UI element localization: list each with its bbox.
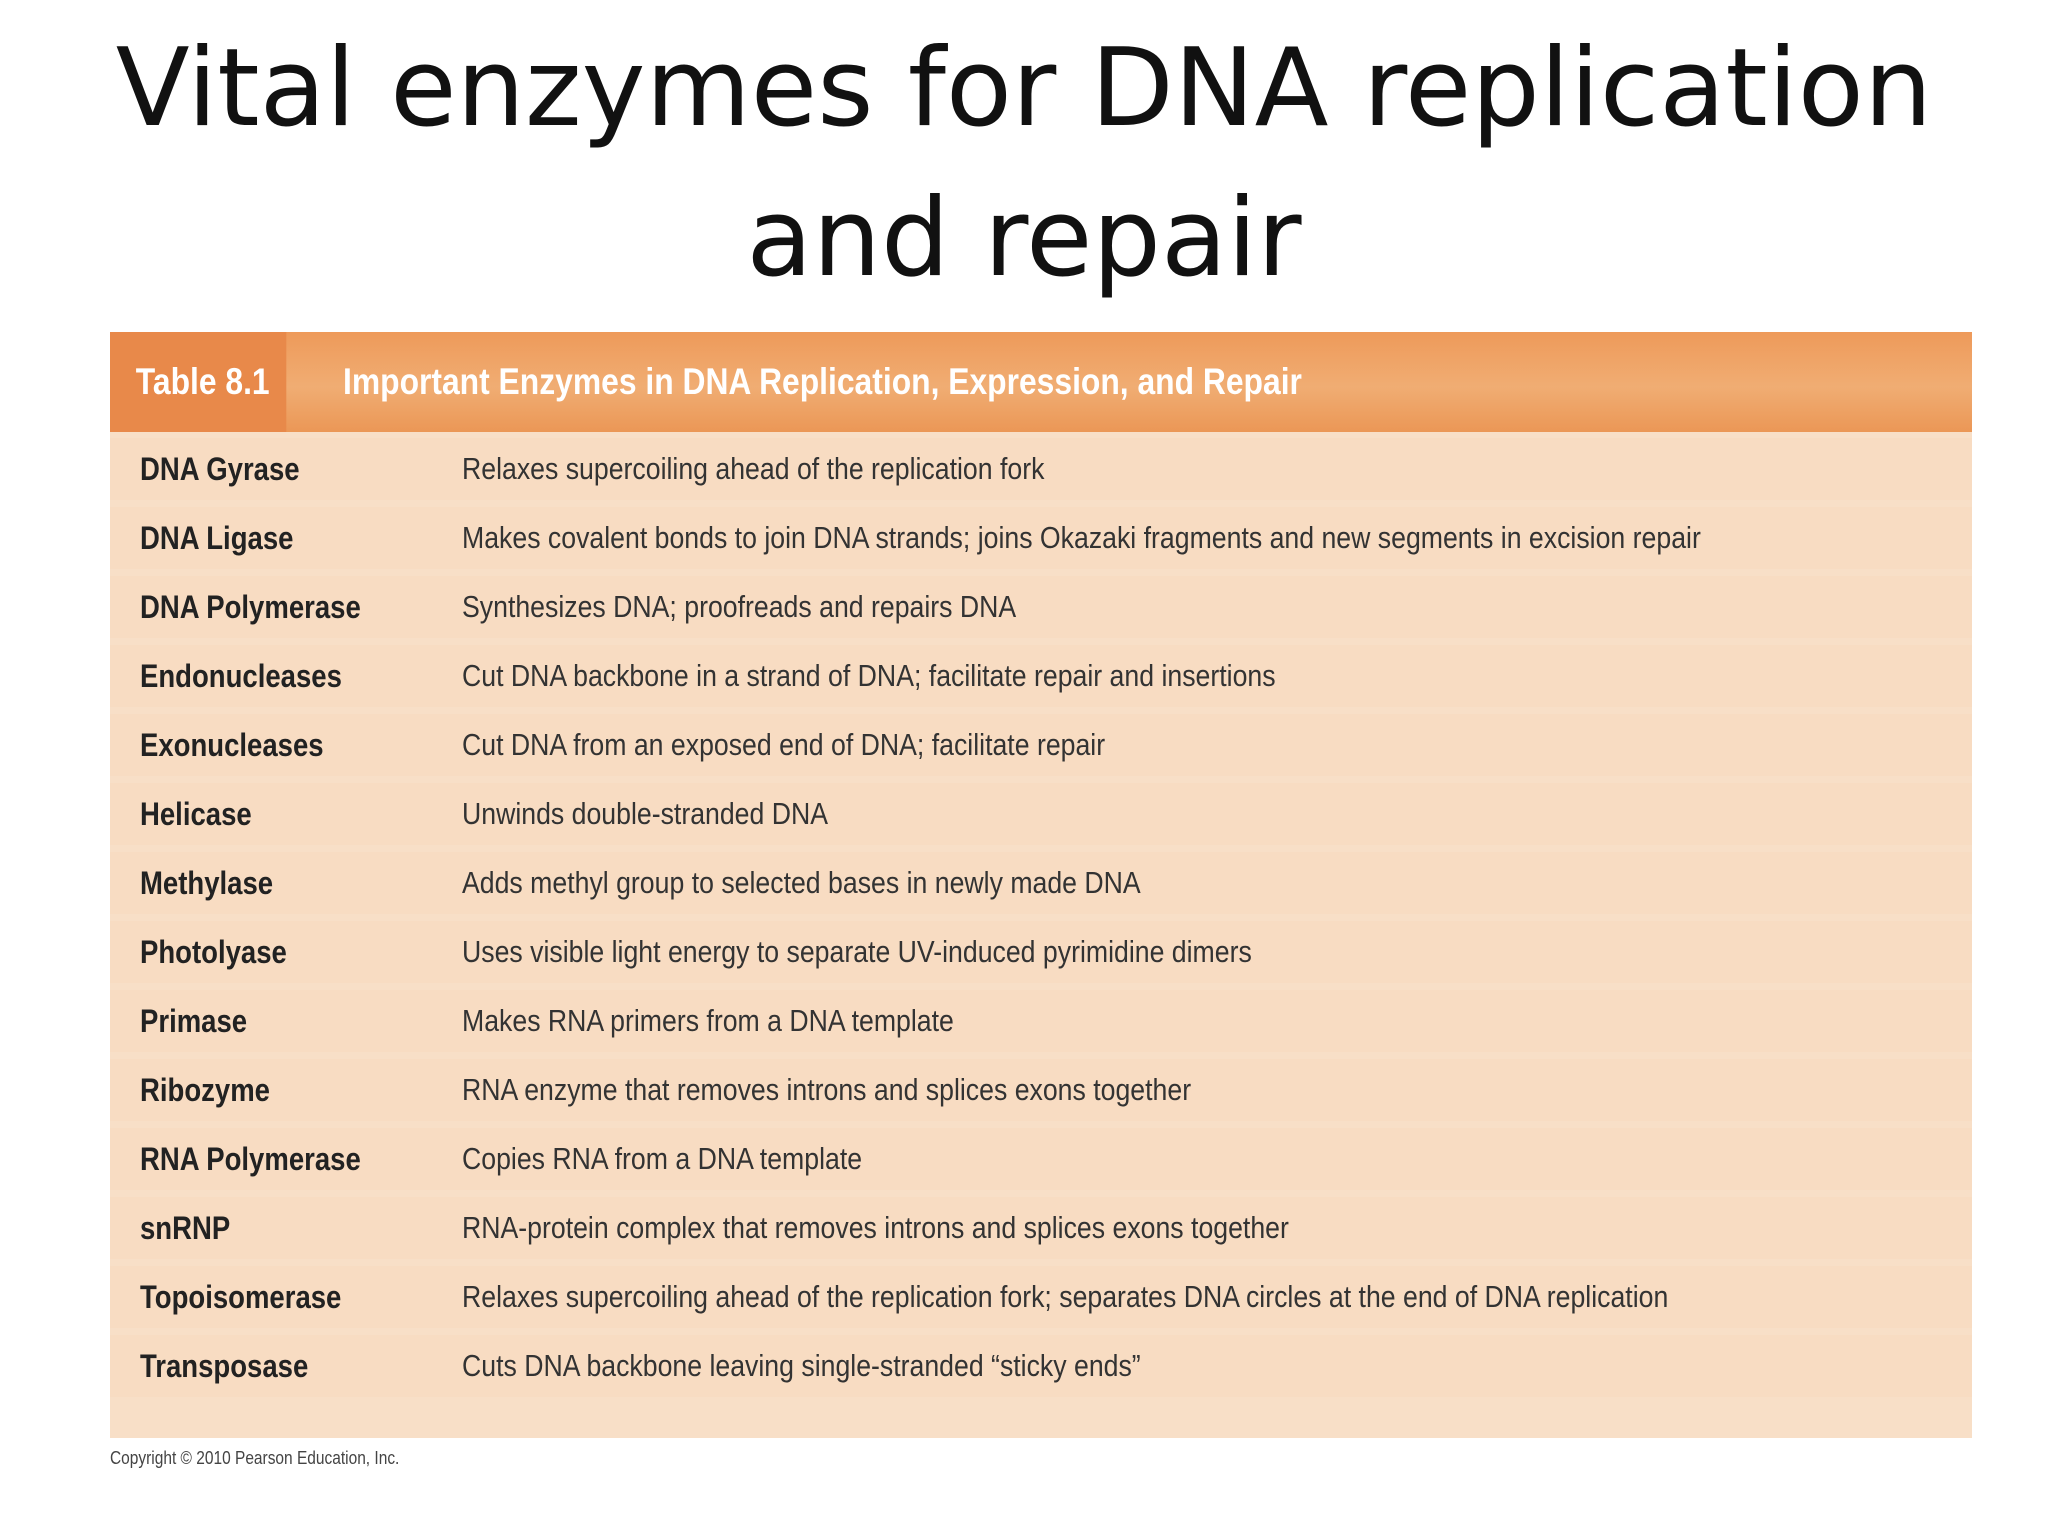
table-row [110, 852, 1972, 914]
enzyme-function: Synthesizes DNA; proofreads and repairs DNA [462, 589, 1017, 624]
enzyme-name: DNA Polymerase [140, 589, 361, 625]
table-header [110, 332, 1972, 432]
table-row [110, 438, 1972, 500]
enzyme-table [110, 332, 1972, 1438]
table-row [110, 1266, 1972, 1328]
enzyme-function: Cut DNA from an exposed end of DNA; facilitate repair [462, 727, 1106, 762]
enzyme-name: Endonucleases [140, 658, 342, 694]
enzyme-name: snRNP [140, 1210, 231, 1246]
table-row [110, 714, 1972, 776]
enzyme-name: Primase [140, 1003, 248, 1039]
table-row [110, 921, 1972, 983]
enzyme-name: DNA Gyrase [140, 451, 300, 487]
table-row [110, 1128, 1972, 1190]
slide-title-line-2: and repair [746, 176, 1302, 301]
enzyme-name: Exonucleases [140, 727, 324, 763]
table-row [110, 1335, 1972, 1397]
enzyme-function: Adds methyl group to selected bases in newly made DNA [462, 865, 1141, 900]
enzyme-function: Cuts DNA backbone leaving single-stranded “sticky ends” [462, 1348, 1141, 1383]
table-row [110, 1197, 1972, 1259]
table-body [110, 438, 1972, 1404]
enzyme-name: Photolyase [140, 934, 287, 970]
enzyme-name: RNA Polymerase [140, 1141, 361, 1177]
table-row [110, 645, 1972, 707]
enzyme-function: Unwinds double-stranded DNA [462, 796, 829, 831]
enzyme-name: Ribozyme [140, 1072, 270, 1108]
table-row [110, 576, 1972, 638]
table-row [110, 507, 1972, 569]
enzyme-name: Helicase [140, 796, 252, 832]
slide-title [0, 14, 2048, 314]
enzyme-function: Relaxes supercoiling ahead of the replication fork; separates DNA circles at the end of DNA replication [462, 1279, 1669, 1314]
table-number: Table 8.1 [110, 332, 286, 432]
enzyme-name: Methylase [140, 865, 274, 901]
enzyme-function: RNA enzyme that removes introns and splices exons together [462, 1072, 1192, 1107]
enzyme-function: Makes covalent bonds to join DNA strands; joins Okazaki fragments and new segments in excision repair [462, 520, 1701, 555]
enzyme-name: Topoisomerase [140, 1279, 342, 1315]
enzyme-name: Transposase [140, 1348, 309, 1384]
enzyme-function: Uses visible light energy to separate UV-induced pyrimidine dimers [462, 934, 1252, 969]
enzyme-function: RNA-protein complex that removes introns and splices exons together [462, 1210, 1289, 1245]
slide-title-line-1: Vital enzymes for DNA replication [115, 26, 1933, 151]
table-row [110, 783, 1972, 845]
enzyme-function: Relaxes supercoiling ahead of the replication fork [462, 451, 1045, 486]
table-caption: Important Enzymes in DNA Replication, Expression, and Repair [343, 361, 1302, 402]
enzyme-function: Cut DNA backbone in a strand of DNA; facilitate repair and insertions [462, 658, 1276, 693]
table-row [110, 990, 1972, 1052]
table-row [110, 1059, 1972, 1121]
enzyme-function: Copies RNA from a DNA template [462, 1141, 863, 1176]
copyright-notice: Copyright © 2010 Pearson Education, Inc. [110, 1448, 400, 1468]
enzyme-name: DNA Ligase [140, 520, 294, 556]
enzyme-function: Makes RNA primers from a DNA template [462, 1003, 954, 1038]
